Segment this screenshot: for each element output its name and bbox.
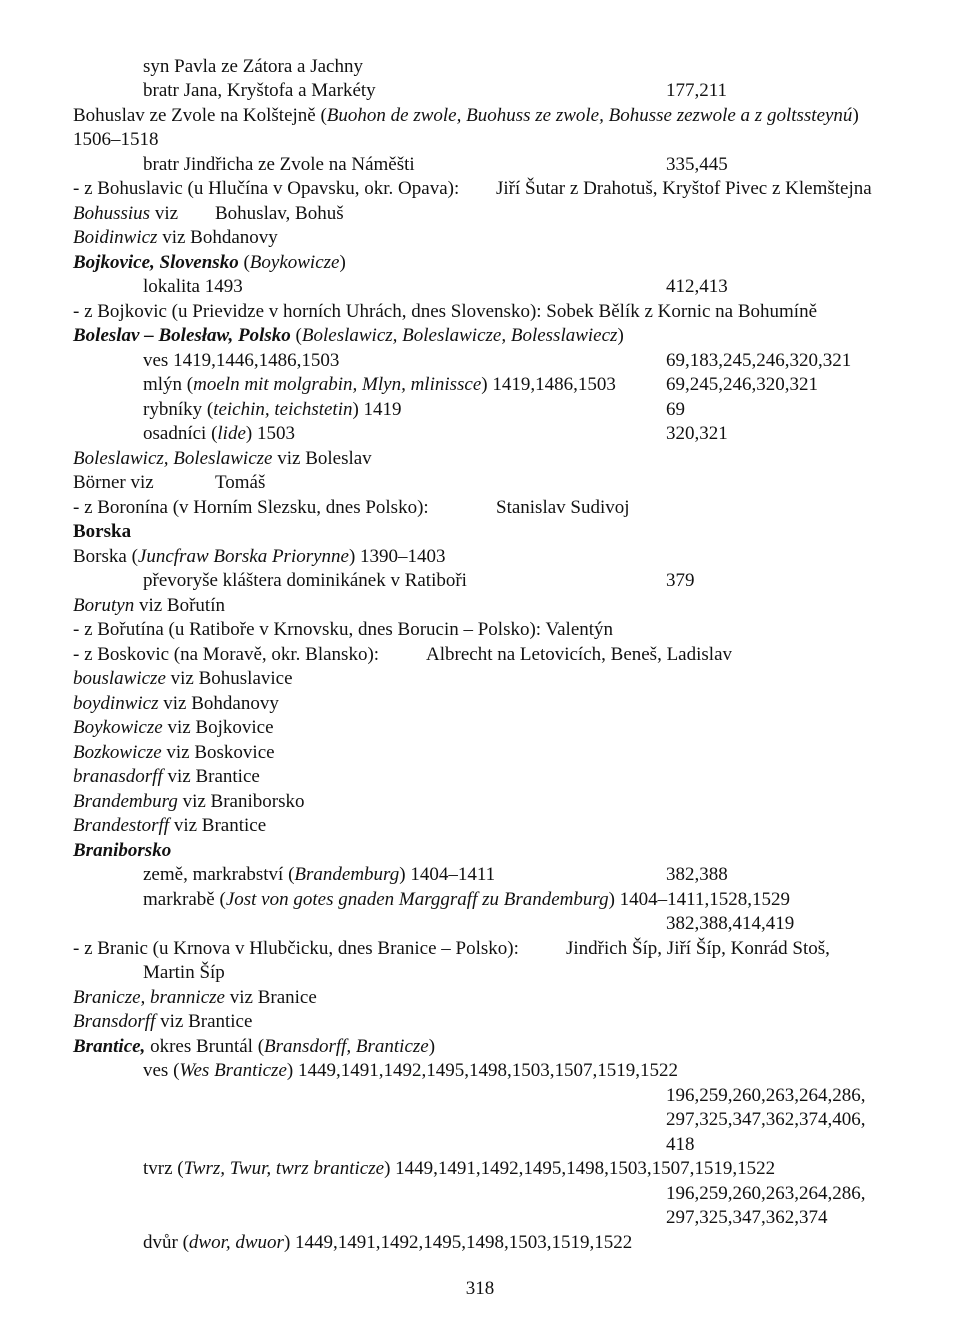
index-line	[73, 716, 274, 740]
index-line	[73, 545, 446, 569]
index-names-column: Jindřich Šíp, Jiří Šíp, Konrád Stoš,	[566, 938, 830, 959]
index-text-segment: Boleslawicz, Boleslawicze, Bolesslawiecz	[301, 325, 618, 346]
index-text-segment: Boidinwicz	[73, 227, 158, 248]
index-line	[73, 765, 260, 789]
index-text-segment: ) 1449,1491,1492,1495,1498,1503,1507,1519,1522	[384, 1158, 776, 1179]
index-text-segment: viz Bohuslavice	[165, 668, 293, 689]
index-text-segment: teichin, teichstetin	[213, 399, 353, 420]
index-line	[73, 496, 429, 520]
index-line	[73, 741, 275, 765]
index-names-column: Albrecht na Letovicích, Beneš, Ladislav	[426, 644, 733, 665]
index-text-segment: dvůr (	[143, 1232, 189, 1253]
index-text-segment: branasdorff	[73, 766, 163, 787]
index-text-segment: moeln mit molgrabin, Mlyn, mlinissce	[193, 374, 482, 395]
index-line	[73, 300, 817, 324]
index-text-segment: markrabě (	[143, 889, 226, 910]
index-line	[143, 888, 790, 912]
index-text-segment: (	[238, 252, 250, 273]
index-text-segment: Twrz, Twur, twrz branticze	[183, 1158, 385, 1179]
index-text-segment: - z Branic (u Krnova v Hlubčicku, dnes Branice – Polsko):	[73, 938, 519, 959]
index-text-segment: Boleslav – Bolesław, Polsko	[73, 325, 291, 346]
index-text-segment: Brantice,	[73, 1036, 146, 1057]
page-reference: 177,211	[666, 80, 728, 101]
index-text-segment: viz Bojkovice	[162, 717, 274, 738]
index-text-segment: převoryše kláštera dominikánek v Ratiboři	[143, 570, 467, 591]
index-line	[73, 692, 279, 716]
index-line	[73, 986, 317, 1010]
index-names-column: Tomáš	[215, 472, 266, 493]
index-text-segment: Boleslawicz, Boleslawicze	[73, 448, 273, 469]
index-text-segment: bratr Jana, Kryštofa a Markéty	[143, 80, 376, 101]
index-text-segment: Bohuslav ze Zvole na Kolštejně (	[73, 105, 327, 126]
index-line	[73, 177, 459, 201]
index-line	[73, 251, 346, 275]
index-text-segment: Börner viz	[73, 472, 154, 493]
index-line	[73, 324, 624, 348]
index-text-segment: 1506–1518	[73, 129, 159, 150]
index-text-segment: )	[428, 1036, 436, 1057]
index-text-segment: - z Boskovic (na Moravě, okr. Blansko):	[73, 644, 380, 665]
index-text-segment: dwor, dwuor	[188, 1232, 284, 1253]
page-reference: 69,183,245,246,320,321	[666, 350, 852, 371]
index-line	[73, 1035, 435, 1059]
index-text-segment: - z Bořutína (u Ratiboře v Krnovsku, dnes Borucin – Polsko): Valentýn	[73, 619, 614, 640]
page-reference: 196,259,260,263,264,286,	[666, 1085, 866, 1106]
index-text-segment: ) 1419,1486,1503	[481, 374, 616, 395]
index-line	[73, 226, 278, 250]
index-line	[73, 520, 131, 544]
page-reference: 418	[666, 1134, 695, 1155]
index-line	[73, 594, 225, 618]
page-reference: 69,245,246,320,321	[666, 374, 818, 395]
index-text-segment: Bojkovice, Slovensko	[73, 252, 239, 273]
index-line	[143, 79, 376, 103]
index-line	[143, 1231, 632, 1255]
index-names-column: Stanislav Sudivoj	[496, 497, 630, 518]
index-line	[143, 1157, 775, 1181]
index-text-segment: ) 1419	[352, 399, 402, 420]
index-names-column: Bohuslav, Bohuš	[215, 203, 344, 224]
index-text-segment: viz Boskovice	[161, 742, 275, 763]
index-text-segment: ) 1390–1403	[348, 546, 446, 567]
index-text-segment: Martin Šíp	[143, 962, 225, 983]
index-text-segment: osadníci (	[143, 423, 218, 444]
index-text-segment: Buohon de zwole, Buohuss ze zwole, Bohusse zezwole a z goltssteynú	[326, 105, 853, 126]
index-line	[73, 839, 171, 863]
index-names-column: Jiří Šutar z Drahotuš, Kryštof Pivec z Klemštejna	[496, 178, 872, 199]
index-text-segment: ves (	[143, 1060, 180, 1081]
index-text-segment: - z Bohuslavic (u Hlučína v Opavsku, okr. Opava):	[73, 178, 460, 199]
index-text-segment: Borska (	[73, 546, 138, 567]
index-text-segment: Borutyn	[73, 595, 135, 616]
index-text-segment: Braniborsko	[73, 840, 172, 861]
index-text-segment: viz Brantice	[169, 815, 267, 836]
index-text-segment: ) 1404–1411	[399, 864, 496, 885]
index-text-segment: Brandemburg	[294, 864, 400, 885]
index-text-segment: viz Branice	[224, 987, 317, 1008]
index-line	[73, 104, 859, 128]
index-text-segment: Boykowicze	[73, 717, 163, 738]
index-text-segment: Juncfraw Borska Priorynne	[137, 546, 349, 567]
index-line	[73, 667, 293, 691]
index-line	[73, 471, 154, 495]
index-text-segment: )	[339, 252, 346, 273]
index-text-segment: viz Brantice	[162, 766, 260, 787]
index-text-segment: viz Brantice	[155, 1011, 253, 1032]
index-line	[143, 961, 225, 985]
index-text-segment: syn Pavla ze Zátora a Jachny	[143, 56, 363, 77]
page-reference: 412,413	[666, 276, 728, 297]
index-text-segment: Branicze, brannicze	[73, 987, 225, 1008]
index-text-segment: Boykowicze	[249, 252, 340, 273]
page-reference: 320,321	[666, 423, 728, 444]
index-text-segment: ) 1449,1491,1492,1495,1498,1503,1519,1522	[283, 1232, 633, 1253]
index-line	[73, 202, 178, 226]
index-text-segment: viz Bořutín	[134, 595, 225, 616]
index-line	[73, 618, 613, 642]
page-reference: 69	[666, 399, 685, 420]
index-text-segment: bratr Jindřicha ze Zvole na Náměšti	[143, 154, 415, 175]
index-text-segment: lokalita 1493	[143, 276, 243, 297]
index-line	[73, 643, 379, 667]
page-reference: 335,445	[666, 154, 728, 175]
page-reference: 297,325,347,362,374,406,	[666, 1109, 866, 1130]
page-number: 318	[465, 1278, 495, 1299]
index-text-segment: viz	[150, 203, 179, 224]
index-text-segment: Wes Branticze	[179, 1060, 287, 1081]
index-line	[143, 569, 467, 593]
index-text-segment: Brandemburg	[73, 791, 178, 812]
index-text-segment: země, markrabství (	[143, 864, 295, 885]
index-line	[143, 55, 363, 79]
index-line	[143, 863, 495, 887]
index-text-segment: okres Bruntál (	[145, 1036, 265, 1057]
index-text-segment: rybníky (	[143, 399, 214, 420]
index-text-segment: viz Bohdanovy	[158, 693, 279, 714]
index-text-segment: lide	[217, 423, 246, 444]
index-line	[73, 128, 159, 152]
index-text-segment: ves 1419,1446,1486,1503	[143, 350, 340, 371]
index-line	[73, 1010, 252, 1034]
index-text-segment: Bransdorff, Branticze	[264, 1036, 429, 1057]
index-text-segment: )	[852, 105, 859, 126]
index-text-segment: ) 1404–1411,1528,1529	[608, 889, 790, 910]
index-text-segment: Jost von gotes gnaden Marggraff zu Brandemburg	[225, 889, 609, 910]
index-line	[143, 422, 295, 446]
index-text-segment: ) 1503	[245, 423, 295, 444]
index-line	[143, 275, 243, 299]
index-text-segment: mlýn (	[143, 374, 194, 395]
index-line	[143, 373, 616, 397]
page-reference: 382,388,414,419	[666, 913, 795, 934]
index-text-segment: Bozkowicze	[73, 742, 162, 763]
page-reference: 382,388	[666, 864, 728, 885]
index-text-segment: bouslawicze	[73, 668, 166, 689]
index-text-segment: - z Boronína (v Horním Slezsku, dnes Polsko):	[73, 497, 429, 518]
index-text-segment: Brandestorff	[73, 815, 170, 836]
index-line	[73, 937, 519, 961]
index-text-segment: viz Bohdanovy	[157, 227, 278, 248]
index-text-segment: - z Bojkovic (u Prievidze v horních Uhrách, dnes Slovensko): Sobek Bělík z Kornic na Bohumíně	[73, 301, 818, 322]
page-reference: 297,325,347,362,374	[666, 1207, 828, 1228]
index-text-segment: Bohussius	[73, 203, 151, 224]
index-line	[143, 398, 402, 422]
index-text-segment: boydinwicz	[73, 693, 159, 714]
index-text-segment: (	[290, 325, 302, 346]
index-line	[73, 790, 305, 814]
index-text-segment: Bransdorff	[73, 1011, 156, 1032]
index-text-segment: viz Boleslav	[272, 448, 372, 469]
index-text-segment: )	[617, 325, 624, 346]
index-line	[143, 1059, 678, 1083]
index-text-segment: Borska	[73, 521, 132, 542]
page-reference: 379	[666, 570, 695, 591]
index-line	[73, 814, 266, 838]
page-reference: 196,259,260,263,264,286,	[666, 1183, 866, 1204]
index-line	[143, 153, 415, 177]
index-line	[73, 447, 372, 471]
index-text-segment: tvrz (	[143, 1158, 184, 1179]
index-text-segment: ) 1449,1491,1492,1495,1498,1503,1507,1519,1522	[286, 1060, 678, 1081]
index-text-segment: viz Braniborsko	[177, 791, 305, 812]
index-line	[143, 349, 339, 373]
